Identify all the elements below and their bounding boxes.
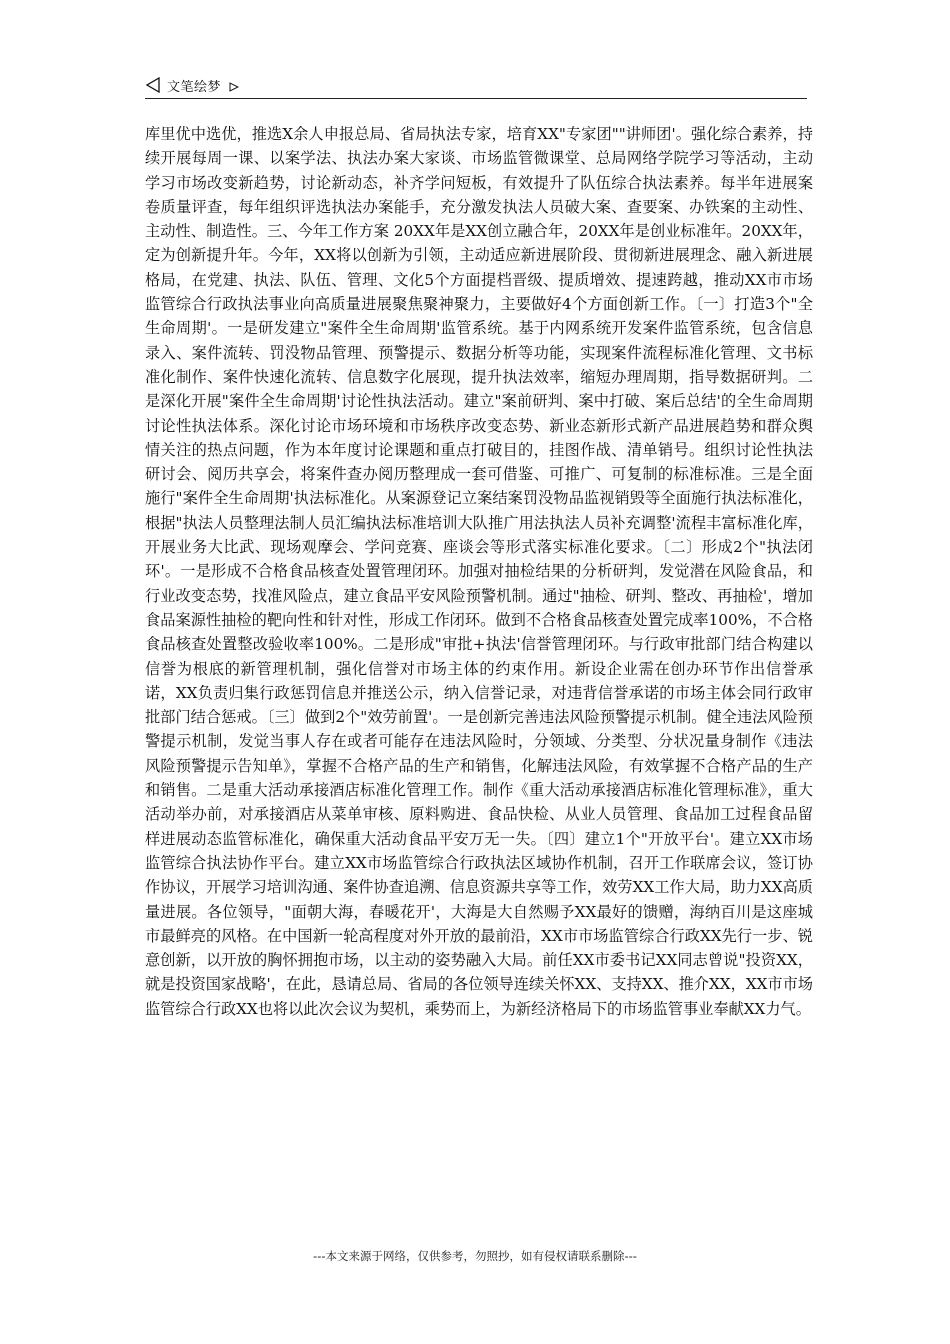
header-title: 文笔绘梦 [167, 79, 222, 95]
body-paragraph: 库里优中选优，推选X余人申报总局、省局执法专家，培育XX"专家团""讲师团'。强化综合素养，持续开展每周一课、以案学法、执法办案大家谈、市场监管微课堂、总局网络学院学习等活动，主动学习市场改变新趋势，讨论新动态，补齐学问短板，有效提升了队伍综合执法素养。每半年进展案卷质量评查，每年组织评选执法办案能手，充分激发执法人员破大案、查要案、办铁案的主动性、主动性、制造性。三、今年工作方案 20XX年是XX创立融合年，20XX年是创业标准年。20XX年，定为创新提升年。今年，XX将以创新为引领，主动适应新进展阶段、贯彻新进展理念、融入新进展格局，在党建、执法、队伍、管理、文化5个方面提档晋级、提质增效、提速跨越，推动XX市市场监管综合行政执法事业向高质量进展聚焦聚神聚力，主要做好4个方面创新工作。〔一〕打造3个"全生命周期'。一是研发建立"案件全生命周期'监管系统。基于内网系统开发案件监管系统，包含信息录入、案件流转、罚没物品管理、预警提示、数据分析等功能，实现案件流程标准化管理、文书标准化制作、案件快速化流转、信息数字化展现，提升执法效率，缩短办理周期，指导数据研判。二是深化开展"案件全生命周期'讨论性执法活动。建立"案前研判、案中打破、案后总结'的全生命周期讨论性执法体系。深化讨论市场环境和市场秩序改变态势、新业态新形式新产品进展趋势和群众舆情关注的热点问题，作为本年度讨论课题和重点打破目的，挂图作战、清单销号。组织讨论性执法研讨会、阅历共享会，将案件查办阅历整理成一套可借鉴、可推广、可复制的标准标准。三是全面施行"案件全生命周期'执法标准化。从案源登记立案结案罚没物品监视销毁等全面施行执法标准化，根据"执法人员整理法制人员汇编执法标准培训大队推广用法执法人员补充调整'流程丰富标准化库，开展业务大比武、现场观摩会、学问竞赛、座谈会等形式落实标准化要求。〔二〕形成2个"执法闭环'。一是形成不合格食品核查处置管理闭环。加强对抽检结果的分析研判，发觉潜在风险食品，和行业改变态势，找准风险点，建立食品平安风险预警机制。通过"抽检、研判、整改、再抽检'，增加食品案源性抽检的靶向性和针对性，形成工作闭环。做到不合格食品核查处置完成率100%，不合格食品核查处置整改验收率100%。二是形成"审批+执法'信誉管理闭环。与行政审批部门结合构建以信誉为根底的新管理机制，强化信誉对市场主体的约束作用。新设企业需在创办环节作出信誉承诺，XX负责归集行政惩罚信息并推送公示，纳入信誉记录，对违背信誉承诺的市场主体会同行政审批部门结合惩戒。〔三〕做到2个"效劳前置'。一是创新完善违法风险预警提示机制。健全违法风险预警提示机制，发觉当事人存在或者可能存在违法风险时，分领域、分类型、分状况量身制作《违法风险预警提示告知单》，掌握不合格产品的生产和销售，化解违法风险，有效掌握不合格产品的生产和销售。二是重大活动承接酒店标准化管理工作。制作《重大活动承接酒店标准化管理标准》，重大活动举办前，对承接酒店从菜单审核、原料购进、食品快检、从业人员管理、食品加工过程食品留样进展动态监管标准化，确保重大活动食品平安万无一失。〔四〕建立1个"开放平台'。建立XX市场监管综合执法协作平台。建立XX市场监管综合行政执法区域协作机制，召开工作联席会议，签订协作协议，开展学习培训沟通、案件协查追溯、信息资源共享等工作，效劳XX工作大局，助力XX高质量进展。各位领导，"面朝大海，春暖花开'，大海是大自然赐予XX最好的馈赠，海纳百川是这座城市最鲜亮的风格。在中国新一轮高程度对外开放的最前沿，XX市市场监管综合行政XX先行一步、锐意创新，以开放的胸怀拥抱市场，以主动的姿势融入大局。前任XX市委书记XX同志曾说"投资XX，就是投资国家战略'，在此，恳请总局、省局的各位领导连续关怀XX、支持XX、推介XX，XX市市场监管综合行政XX也将以此次会议为契机，乘势而上，为新经济格局下的市场监管事业奉献XX力气。 [145, 125, 813, 1018]
triangle-right-outline-icon [229, 77, 239, 87]
triangle-left-outline-icon [145, 77, 161, 93]
page-header [145, 72, 807, 99]
page-footer-disclaimer: ---本文来源于网络，仅供参考，勿照抄，如有侵权请联系删除--- [313, 1249, 637, 1263]
